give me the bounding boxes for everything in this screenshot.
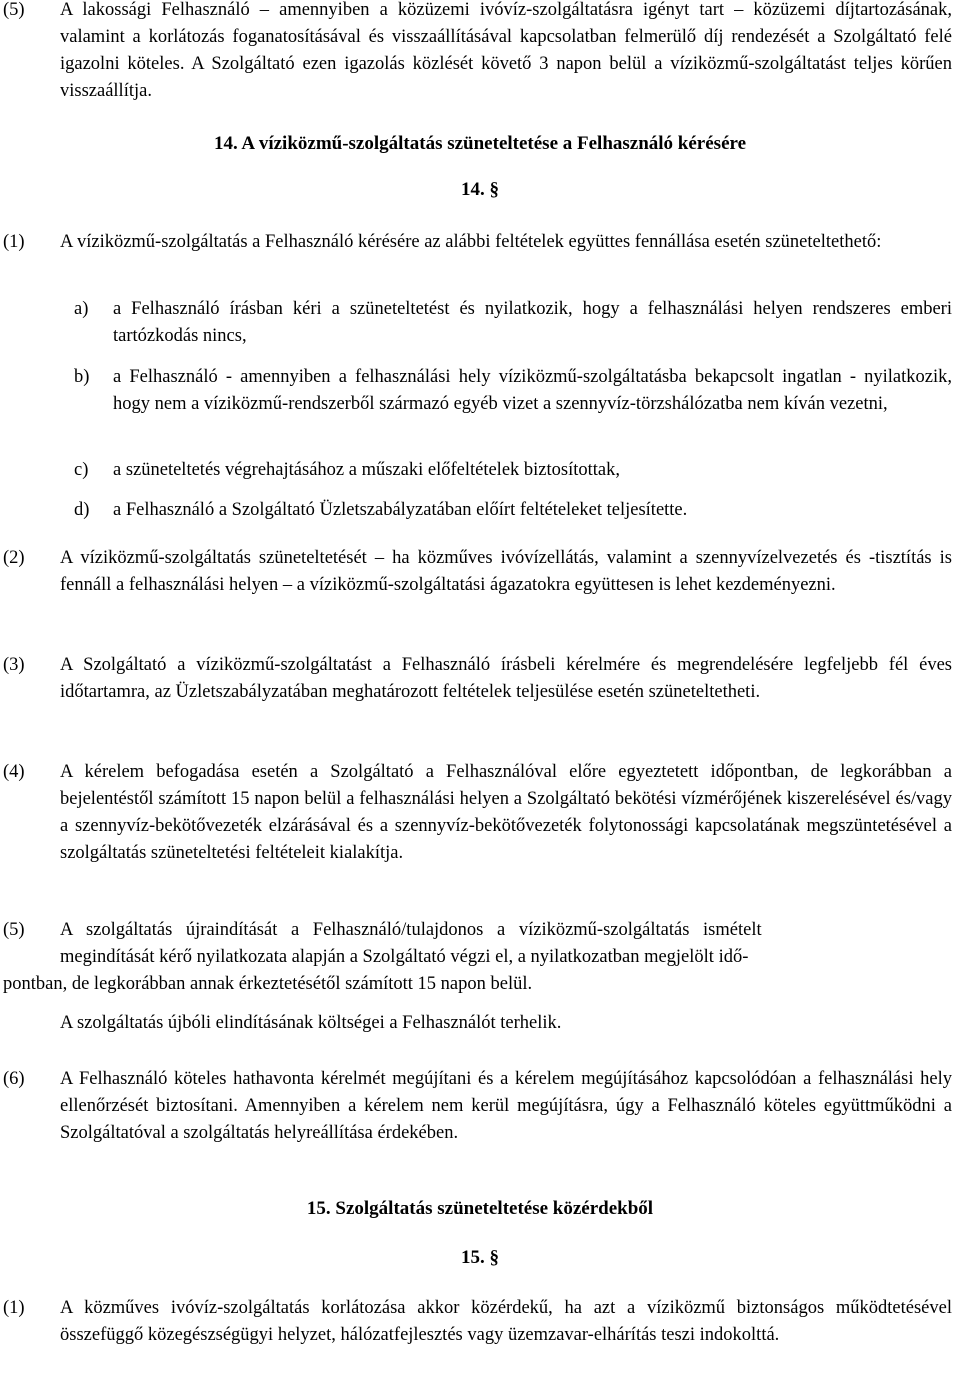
paragraph-number: (4) (3, 762, 25, 782)
paragraph-14-5 (0, 917, 956, 1037)
list-item-label: a) (74, 299, 89, 319)
paragraph-number: (1) (3, 1298, 25, 1318)
paragraph-line (0, 917, 956, 944)
paragraph-text-line1: A szolgáltatás újraindítását a Felhasználó/tulajdonos a víziközmű-szolgáltatás ismételt (60, 920, 762, 940)
paragraph-text: A víziközmű-szolgáltatás a Felhasználó kérésére az alábbi feltételek együttes fennállása esetén szüneteltethető: (60, 232, 882, 252)
paragraph-number: (5) (3, 920, 25, 940)
paragraph-text: A kérelem befogadása esetén a Szolgáltató a Felhasználóval előre egyeztetett időpontban, de legkorábban a bejelentéstől számított 15 napon belül a felhasználási helyen a Szolgáltató bekötési vízmérőjének kiszerelésével és/vagy a szennyvíz-bekötővezeték elzárásával és a szennyvíz-bekötővezeték folytonossági kapcsolatának megszüntetésével a szolgáltatás szüneteltetési feltételeit kialakítja. (60, 762, 952, 863)
paragraph-number: (3) (3, 655, 25, 675)
list-item-text: a Felhasználó - amennyiben a felhasználási hely víziközmű-szolgáltatásba bekapcsolt ingatlan - nyilatkozik, hogy nem a víziközmű-rendszerből származó egyéb vizet a szennyvíz-törzshálózatba nem kíván vezetni, (113, 367, 952, 414)
paragraph-text-line3: pontban, de legkorábban annak érkeztetésétől számított 15 napon belül. (3, 974, 533, 994)
paragraph-14-6 (0, 1066, 956, 1147)
section-number-15: 15. § (461, 1247, 499, 1268)
list-item-text: a szüneteltetés végrehajtásához a műszaki előfeltételek biztosítottak, (113, 460, 620, 480)
list-item-a (0, 296, 956, 350)
list-item-text: a Felhasználó írásban kéri a szüneteltetést és nyilatkozik, hogy a felhasználási helyen rendszeres emberi tartózkodás nincs, (113, 299, 952, 346)
paragraph-14-3 (0, 652, 956, 706)
paragraph-number: (2) (3, 548, 25, 568)
paragraph-5-restoration (0, 0, 956, 105)
paragraph-number: (6) (3, 1069, 25, 1089)
paragraph-text: A lakossági Felhasználó – amennyiben a közüzemi ivóvíz-szolgáltatásra igényt tart – közüzemi díjtartozásának, valamint a korlátozás foganatosításával és visszaállításával kapcsolatban felmerülő díj rendezését a Szolgáltató felé igazolni köteles. A Szolgáltató ezen igazolás közlését követő 3 napon belül a víziközmű-szolgáltatást teljes körűen visszaállítja. (60, 0, 952, 101)
paragraph-text: A közműves ivóvíz-szolgáltatás korlátozása akkor közérdekű, ha azt a víziközmű biztonságos működtetésével összefüggő közegészségügyi helyzet, hálózatfejlesztés vagy üzemzavar-elhárítás teszi indokolttá. (60, 1298, 952, 1345)
paragraph-14-2 (0, 545, 956, 599)
paragraph-14-1 (0, 229, 956, 256)
paragraph-text-extra: A szolgáltatás újbóli elindításának költségei a Felhasználót terhelik. (60, 1013, 562, 1033)
list-item-d (0, 497, 956, 524)
list-item-label: b) (74, 367, 90, 387)
paragraph-text: A Szolgáltató a víziközmű-szolgáltatást a Felhasználó írásbeli kérelmére és megrendelésére legfeljebb fél éves időtartamra, az Üzletszabályzatában meghatározott feltételek teljesülése esetén szüneteltetheti. (60, 655, 952, 702)
section-heading-14: 14. A víziközmű-szolgáltatás szüneteltetése a Felhasználó kérésére (213, 133, 747, 154)
paragraph-text: A víziközmű-szolgáltatás szüneteltetését – ha közműves ivóvízellátás, valamint a szennyvízelvezetés és -tisztítás is fennáll a felhasználási helyen – a víziközmű-szolgáltatási ágazatokra együttesen is lehet kezdeményezni. (60, 548, 952, 595)
list-item-c (0, 457, 956, 484)
paragraph-text: A Felhasználó köteles hathavonta kérelmét megújítani és a kérelem megújításához kapcsolódóan a felhasználási hely ellenőrzését biztosítani. Amennyiben a kérelem nem kerül megújításra, úgy a Felhasználó köteles együttműködni a Szolgáltatóval a szolgáltatás helyreállítása érdekében. (60, 1069, 952, 1143)
paragraph-text-line2: megindítását kérő nyilatkozata alapján a Szolgáltató végzi el, a nyilatkozatban megjelölt idő- (60, 947, 749, 967)
paragraph-15-1 (0, 1295, 956, 1349)
list-item-label: d) (74, 500, 90, 520)
list-item-text: a Felhasználó a Szolgáltató Üzletszabályzatában előírt feltételeket teljesítette. (113, 500, 688, 520)
paragraph-number: (5) (3, 0, 25, 20)
list-item-b (0, 364, 956, 418)
paragraph-number: (1) (3, 232, 25, 252)
section-heading-15: 15. Szolgáltatás szüneteltetése közérdekből (306, 1198, 654, 1219)
paragraph-14-4 (0, 759, 956, 867)
list-item-label: c) (74, 460, 89, 480)
section-number-14: 14. § (461, 179, 499, 200)
